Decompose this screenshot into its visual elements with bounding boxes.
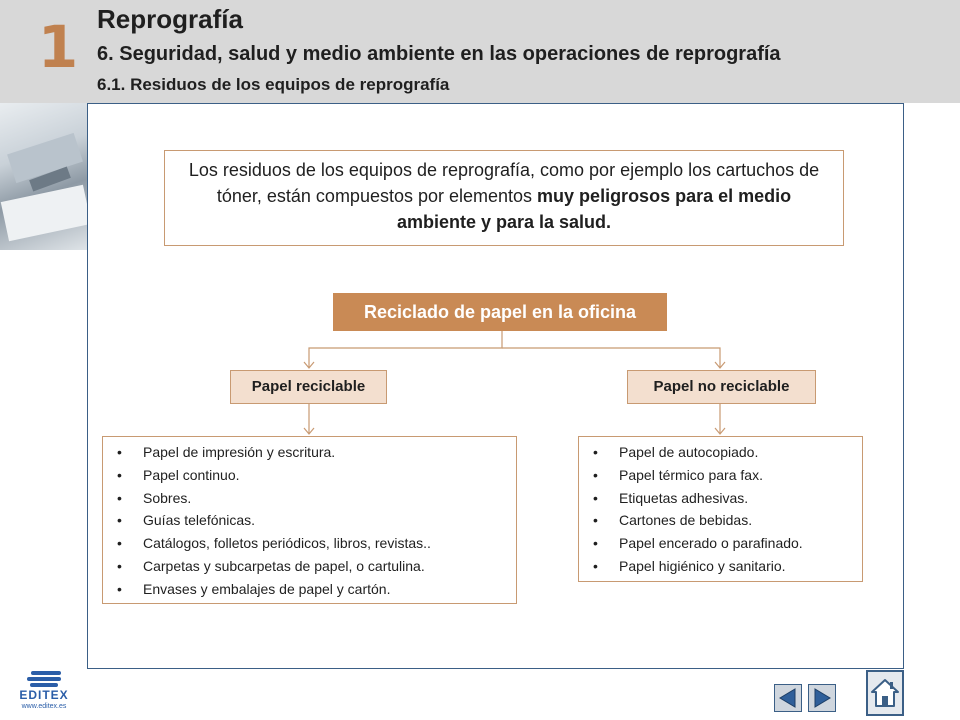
triangle-right-icon — [809, 685, 835, 711]
category-non-recyclable: Papel no reciclable — [627, 370, 816, 404]
diagram-title: Reciclado de papel en la oficina — [333, 293, 667, 331]
list-item: • Papel de autocopiado. — [593, 441, 852, 464]
list-item: • Etiquetas adhesivas. — [593, 487, 852, 510]
chapter-number: 1 — [37, 13, 79, 81]
list-item: • Guías telefónicas. — [117, 509, 506, 532]
recyclable-list — [102, 436, 517, 604]
list-item: • Cartones de bebidas. — [593, 509, 852, 532]
non-recyclable-list — [578, 436, 863, 582]
section-title: 6.1. Residuos de los equipos de reprografía — [97, 75, 450, 94]
editex-logo-icon — [27, 670, 61, 688]
triangle-left-icon — [775, 685, 801, 711]
next-button[interactable] — [808, 684, 836, 712]
logo-name: EDITEX — [19, 688, 69, 702]
editex-logo — [16, 670, 72, 714]
logo-url: www.editex.es — [21, 703, 67, 710]
list-item: • Papel de impresión y escritura. — [117, 441, 506, 464]
list-item: • Papel continuo. — [117, 464, 506, 487]
intro-text: Los residuos de los equipos de reprografía, como por ejemplo los cartuchos de tóner, están compuestos por elementos — [188, 160, 820, 207]
previous-button[interactable] — [774, 684, 802, 712]
list-item: • Carpetas y subcarpetas de papel, o cartulina. — [117, 555, 506, 578]
home-button[interactable] — [866, 670, 904, 716]
list-item: • Catálogos, folletos periódicos, libros, revistas.. — [117, 532, 506, 555]
home-icon — [868, 672, 902, 714]
list-item: • Papel higiénico y sanitario. — [593, 555, 852, 578]
chapter-subtitle: 6. Seguridad, salud y medio ambiente en las operaciones de reprografía — [97, 43, 781, 65]
page-title: Reprografía — [97, 4, 243, 34]
list-item: • Envases y embalajes de papel y cartón. — [117, 578, 506, 601]
intro-text-bold: muy peligrosos para el medio ambiente y para la salud. — [396, 186, 792, 233]
list-item: • Papel encerado o parafinado. — [593, 532, 852, 555]
list-item: • Sobres. — [117, 487, 506, 510]
category-recyclable: Papel reciclable — [230, 370, 387, 404]
list-item: • Papel térmico para fax. — [593, 464, 852, 487]
